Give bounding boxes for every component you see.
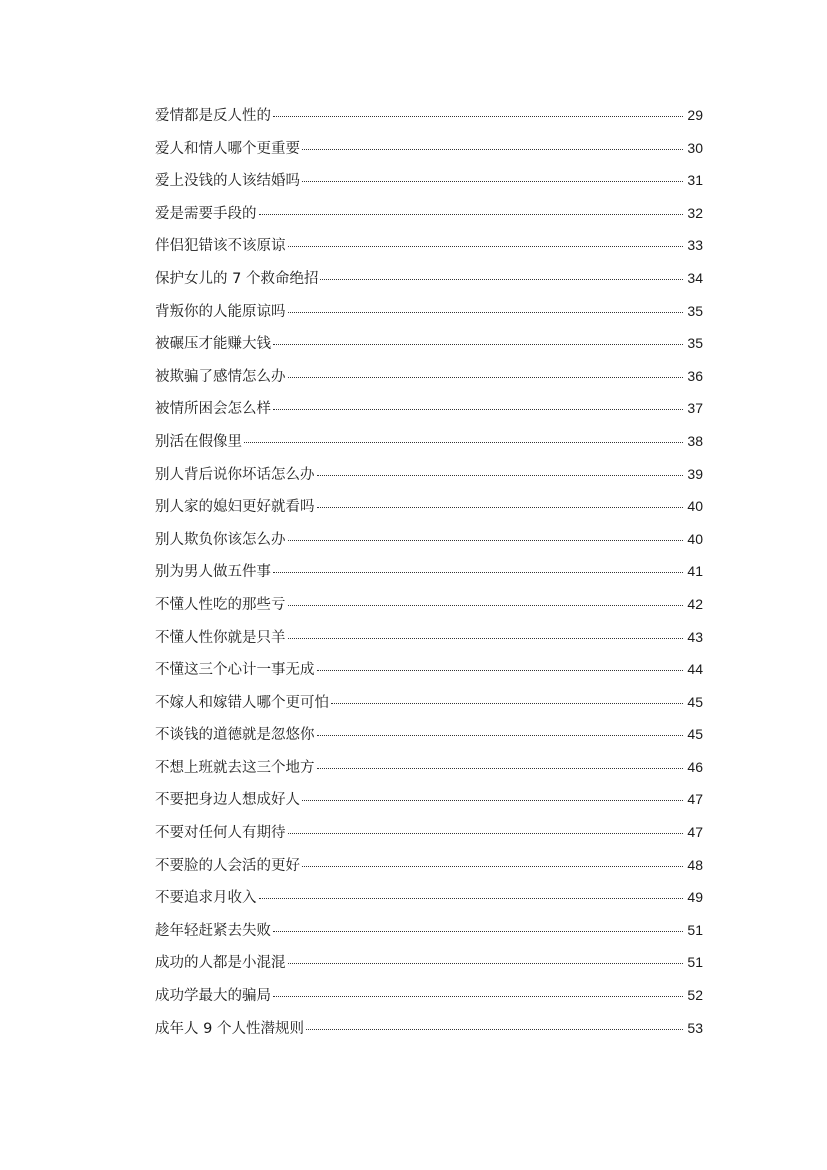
toc-dot-leader — [273, 931, 683, 932]
toc-dot-leader — [317, 507, 684, 508]
toc-entry-page: 45 — [687, 693, 703, 710]
toc-entry-page: 37 — [687, 400, 703, 417]
toc-dot-leader — [288, 605, 684, 606]
toc-entry[interactable] — [155, 821, 703, 854]
toc-entry-page: 40 — [687, 498, 703, 515]
toc-dot-leader — [317, 475, 684, 476]
toc-entry[interactable] — [155, 528, 703, 561]
toc-entry-title: 爱情都是反人性的 — [155, 108, 271, 124]
toc-entry[interactable] — [155, 951, 703, 984]
toc-dot-leader — [273, 409, 683, 410]
toc-entry[interactable] — [155, 430, 703, 463]
toc-entry-title: 保护女儿的 7 个救命绝招 — [155, 270, 319, 287]
toc-entry-page: 40 — [687, 530, 703, 547]
toc-entry-page: 32 — [687, 204, 703, 221]
toc-entry[interactable] — [155, 626, 703, 659]
toc-entry[interactable] — [155, 234, 703, 267]
toc-dot-leader — [273, 572, 683, 573]
toc-entry-page: 41 — [687, 563, 703, 580]
toc-entry-page: 39 — [687, 465, 703, 482]
toc-entry-title: 被情所困会怎么样 — [155, 401, 271, 418]
toc-entry[interactable] — [155, 854, 703, 887]
toc-entry-page: 51 — [687, 954, 703, 971]
toc-entry-page: 35 — [687, 302, 703, 319]
toc-entry-page: 43 — [687, 628, 703, 645]
toc-entry[interactable] — [155, 365, 703, 398]
toc-entry-page: 47 — [687, 824, 703, 841]
toc-entry-page: 34 — [687, 269, 703, 286]
toc-entry[interactable] — [155, 919, 703, 952]
toc-entry-title: 不嫁人和嫁错人哪个更可怕 — [155, 694, 329, 711]
toc-entry[interactable] — [155, 886, 703, 919]
toc-entry-title: 成功的人都是小混混 — [155, 955, 286, 972]
toc-entry-page: 33 — [687, 237, 703, 254]
toc-entry[interactable] — [155, 397, 703, 430]
toc-dot-leader — [306, 1029, 683, 1030]
toc-entry-page: 52 — [687, 987, 703, 1004]
toc-entry-page: 49 — [687, 889, 703, 906]
toc-entry-page: 44 — [687, 661, 703, 678]
toc-entry-title: 爱是需要手段的 — [155, 205, 257, 222]
toc-dot-leader — [320, 279, 683, 280]
toc-entry-title: 不要把身边人想成好人 — [155, 792, 300, 809]
toc-entry[interactable] — [155, 1017, 703, 1050]
toc-entry-title: 不懂这三个心计一事无成 — [155, 662, 315, 679]
toc-dot-leader — [302, 149, 683, 150]
toc-dot-leader — [288, 638, 684, 639]
toc-dot-leader — [317, 670, 684, 671]
toc-entry[interactable] — [155, 137, 703, 170]
toc-entry-title: 不谈钱的道德就是忽悠你 — [155, 727, 315, 744]
toc-entry-title: 成年人 9 个人性潜规则 — [155, 1020, 304, 1037]
toc-entry-page: 46 — [687, 758, 703, 775]
toc-entry-title: 别活在假像里 — [155, 433, 242, 450]
toc-entry-title: 背叛你的人能原谅吗 — [155, 303, 286, 320]
toc-dot-leader — [288, 312, 684, 313]
toc-entry[interactable] — [155, 169, 703, 202]
toc-entry-page: 38 — [687, 432, 703, 449]
toc-entry-title: 不懂人性你就是只羊 — [155, 629, 286, 646]
toc-entry-title: 别人家的媳妇更好就看吗 — [155, 499, 315, 516]
toc-entry-page: 48 — [687, 856, 703, 873]
toc-entry-title: 不要追求月收入 — [155, 890, 257, 907]
toc-entry-title: 伴侣犯错该不该原谅 — [155, 238, 286, 255]
toc-dot-leader — [288, 377, 684, 378]
toc-entry-page: 29 — [687, 107, 703, 123]
toc-dot-leader — [273, 996, 683, 997]
toc-entry[interactable] — [155, 332, 703, 365]
toc-entry[interactable] — [155, 104, 703, 137]
toc-dot-leader — [259, 214, 684, 215]
toc-entry-title: 别为男人做五件事 — [155, 564, 271, 581]
toc-dot-leader — [317, 735, 684, 736]
toc-entry[interactable] — [155, 593, 703, 626]
toc-dot-leader — [317, 768, 684, 769]
toc-dot-leader — [288, 833, 684, 834]
toc-entry-title: 爱上没钱的人该结婚吗 — [155, 173, 300, 190]
toc-entry-page: 42 — [687, 595, 703, 612]
toc-dot-leader — [302, 181, 683, 182]
toc-dot-leader — [302, 800, 683, 801]
toc-entry-title: 不要对任何人有期待 — [155, 825, 286, 842]
toc-entry-title: 成功学最大的骗局 — [155, 988, 271, 1005]
toc-entry-title: 不想上班就去这三个地方 — [155, 759, 315, 776]
toc-entry[interactable] — [155, 756, 703, 789]
toc-entry[interactable] — [155, 267, 703, 300]
toc-entry-page: 47 — [687, 791, 703, 808]
toc-entry-page: 36 — [687, 367, 703, 384]
toc-entry-title: 爱人和情人哪个更重要 — [155, 140, 300, 157]
toc-dot-leader — [244, 442, 683, 443]
toc-dot-leader — [288, 246, 684, 247]
toc-entry[interactable] — [155, 788, 703, 821]
toc-entry-title: 趁年轻赶紧去失败 — [155, 922, 271, 939]
toc-dot-leader — [302, 866, 683, 867]
toc-dot-leader — [273, 344, 683, 345]
toc-dot-leader — [331, 703, 683, 704]
toc-entry-page: 30 — [687, 139, 703, 156]
toc-entry[interactable] — [155, 984, 703, 1017]
table-of-contents — [155, 104, 703, 1049]
toc-entry[interactable] — [155, 560, 703, 593]
toc-entry-page: 45 — [687, 726, 703, 743]
toc-entry-page: 53 — [687, 1019, 703, 1036]
toc-entry[interactable] — [155, 202, 703, 235]
toc-entry-title: 不要脸的人会活的更好 — [155, 857, 300, 874]
toc-entry-page: 51 — [687, 921, 703, 938]
toc-entry-page: 31 — [687, 172, 703, 189]
toc-entry[interactable] — [155, 495, 703, 528]
toc-entry[interactable] — [155, 300, 703, 333]
toc-entry[interactable] — [155, 691, 703, 724]
toc-entry[interactable] — [155, 463, 703, 496]
toc-entry-title: 别人欺负你该怎么办 — [155, 531, 286, 548]
toc-dot-leader — [273, 116, 683, 117]
toc-entry-title: 被欺骗了感情怎么办 — [155, 368, 286, 385]
toc-entry-title: 别人背后说你坏话怎么办 — [155, 466, 315, 483]
toc-entry[interactable] — [155, 658, 703, 691]
toc-entry[interactable] — [155, 723, 703, 756]
toc-dot-leader — [259, 898, 684, 899]
toc-dot-leader — [288, 963, 684, 964]
toc-entry-title: 被碾压才能赚大钱 — [155, 336, 271, 353]
toc-entry-title: 不懂人性吃的那些亏 — [155, 596, 286, 613]
toc-dot-leader — [288, 540, 684, 541]
toc-entry-page: 35 — [687, 335, 703, 352]
